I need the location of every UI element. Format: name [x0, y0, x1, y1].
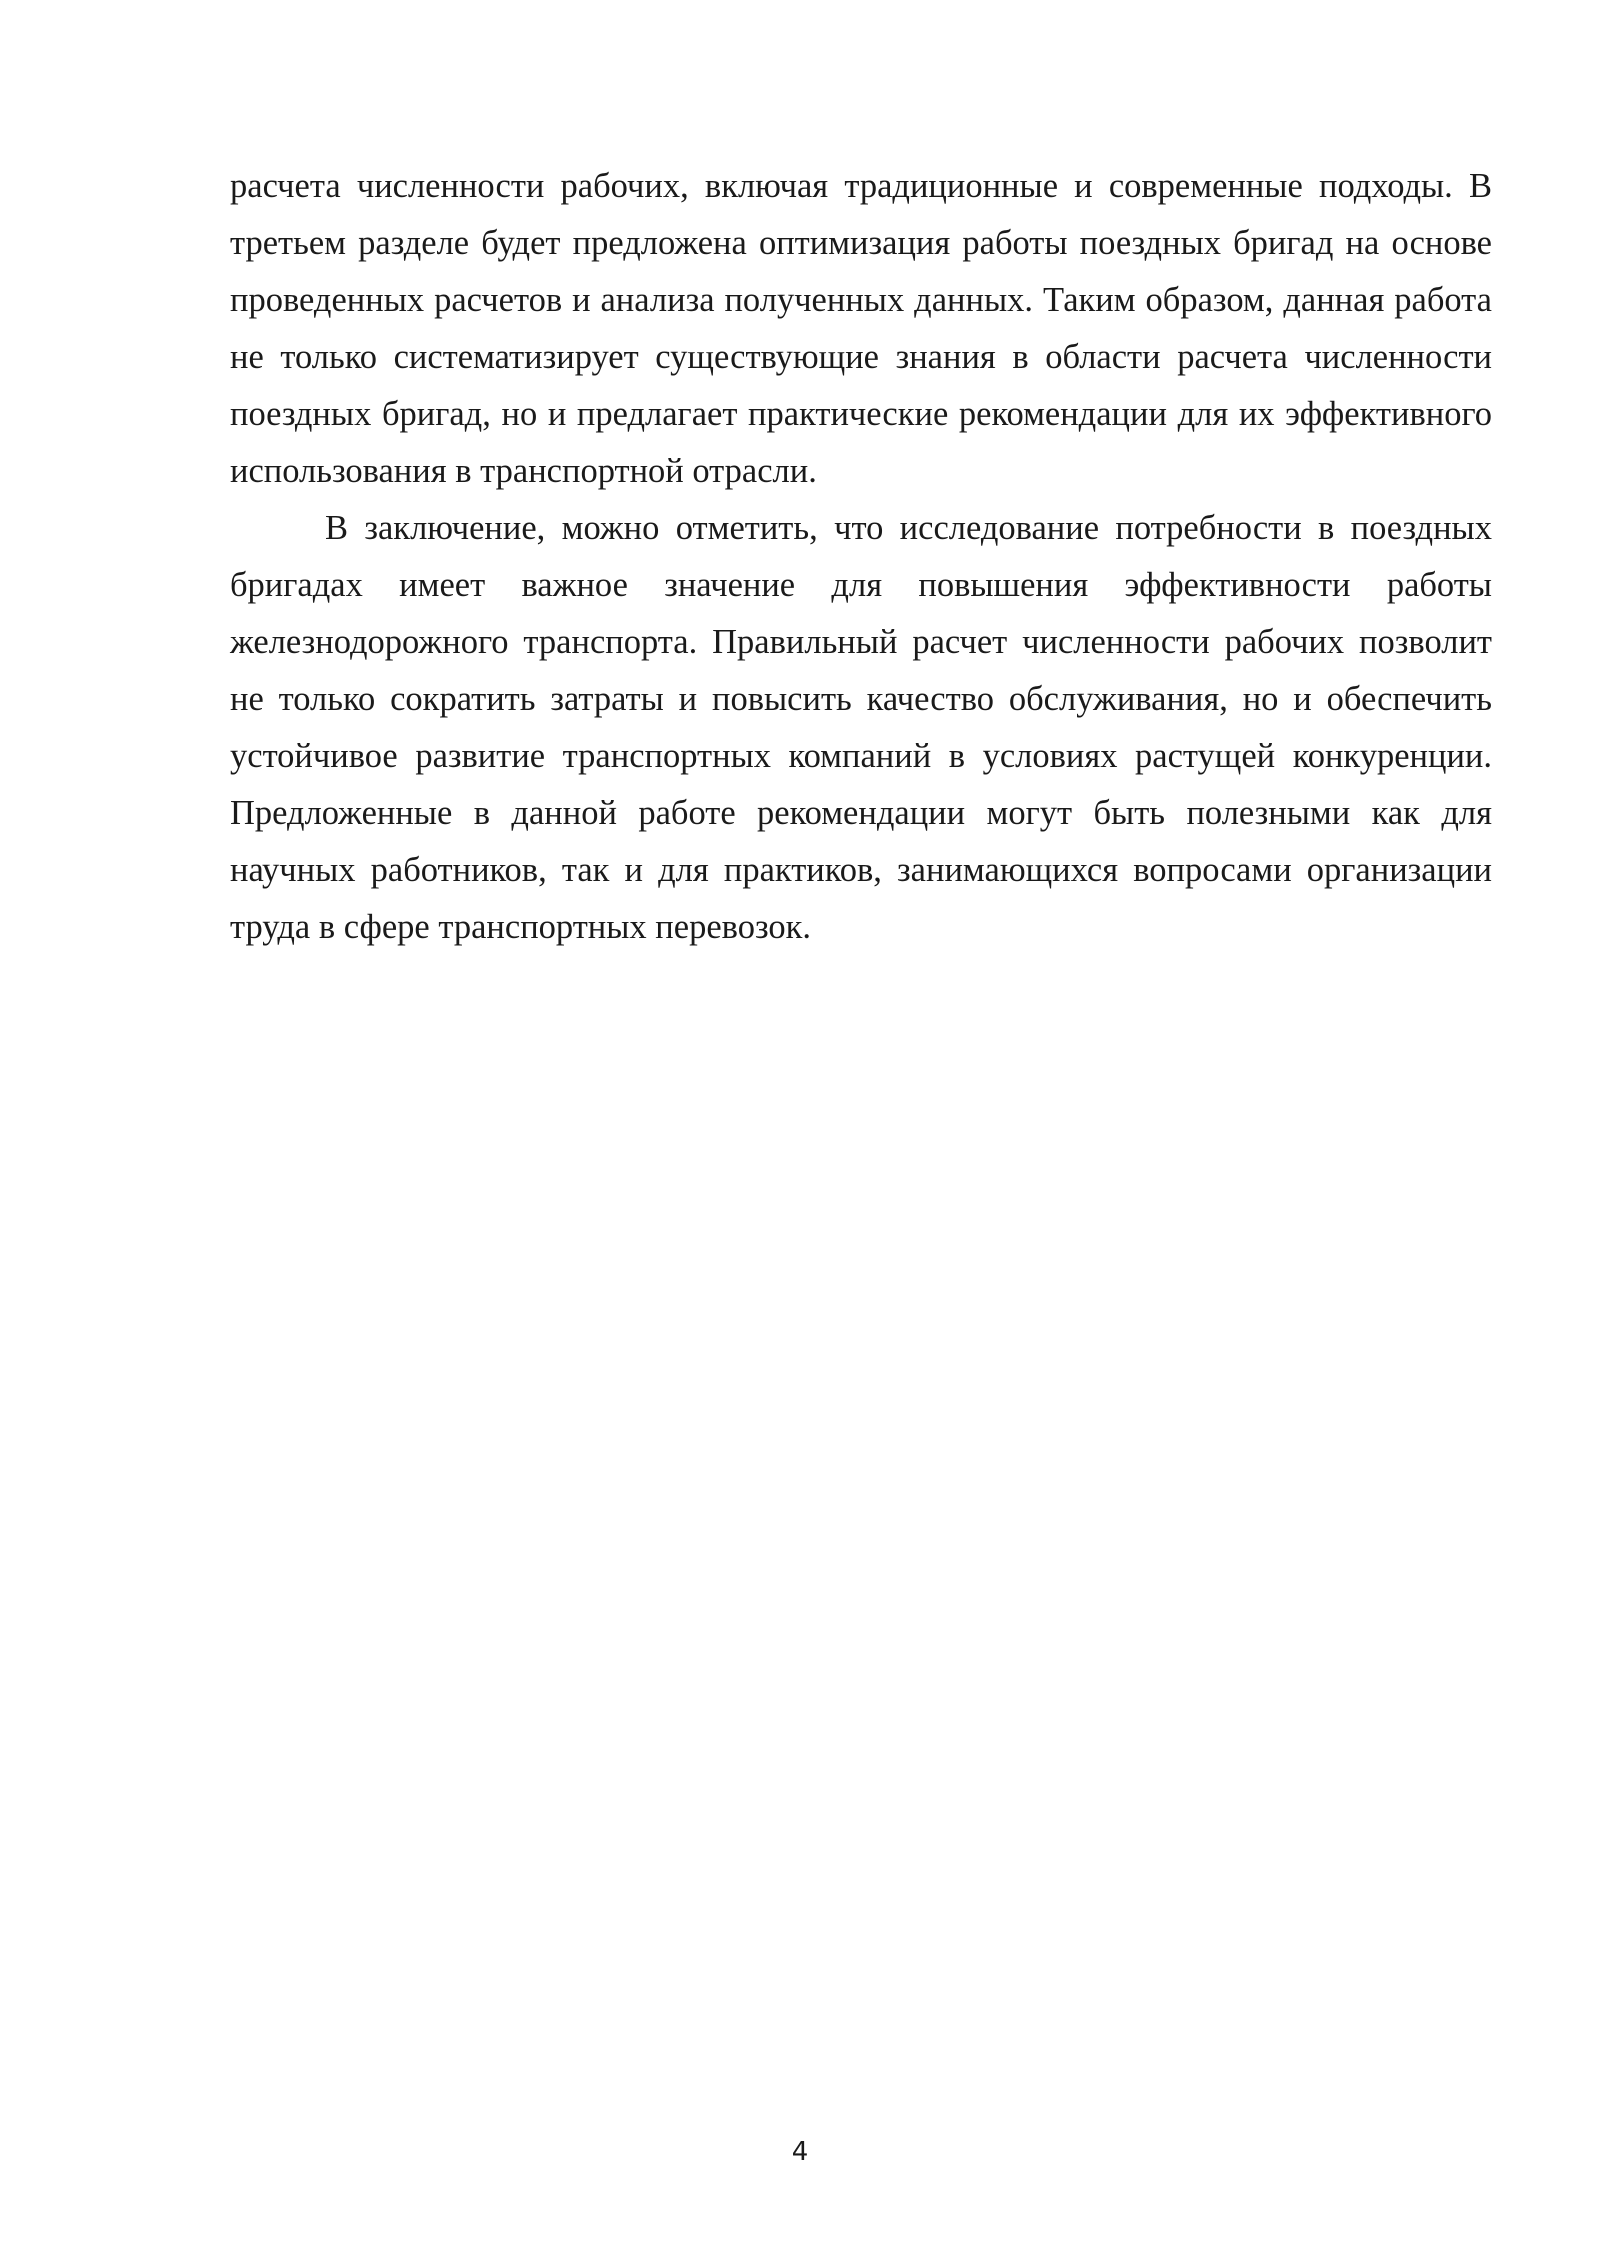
paragraph-conclusion: В заключение, можно отметить, что исследование потребности в поездных бригадах имеет важное значение для повышения эффективности работы железнодорожного транспорта. Правильный расчет численности рабочих позволит не только сократить затраты и повысить качество обслуживания, но и обеспечить устойчивое развитие транспортных компаний в условиях растущей конкуренции. Предложенные в данной работе рекомендации могут быть полезными как для научных работников, так и для практиков, занимающихся вопросами организации труда в сфере транспортных перевозок. [230, 509, 1492, 946]
page-number: 4 [791, 2137, 809, 2167]
paragraph-continuation: расчета численности рабочих, включая традиционные и современные подходы. В третьем разделе будет предложена оптимизация работы поездных бригад на основе проведенных расчетов и анализа полученных данных. Таким образом, данная работа не только систематизирует существующие знания в области расчета численности поездных бригад, но и предлагает практические рекомендации для их эффективного использования в транспортной отрасли. [230, 167, 1492, 490]
body-text [230, 158, 1492, 956]
